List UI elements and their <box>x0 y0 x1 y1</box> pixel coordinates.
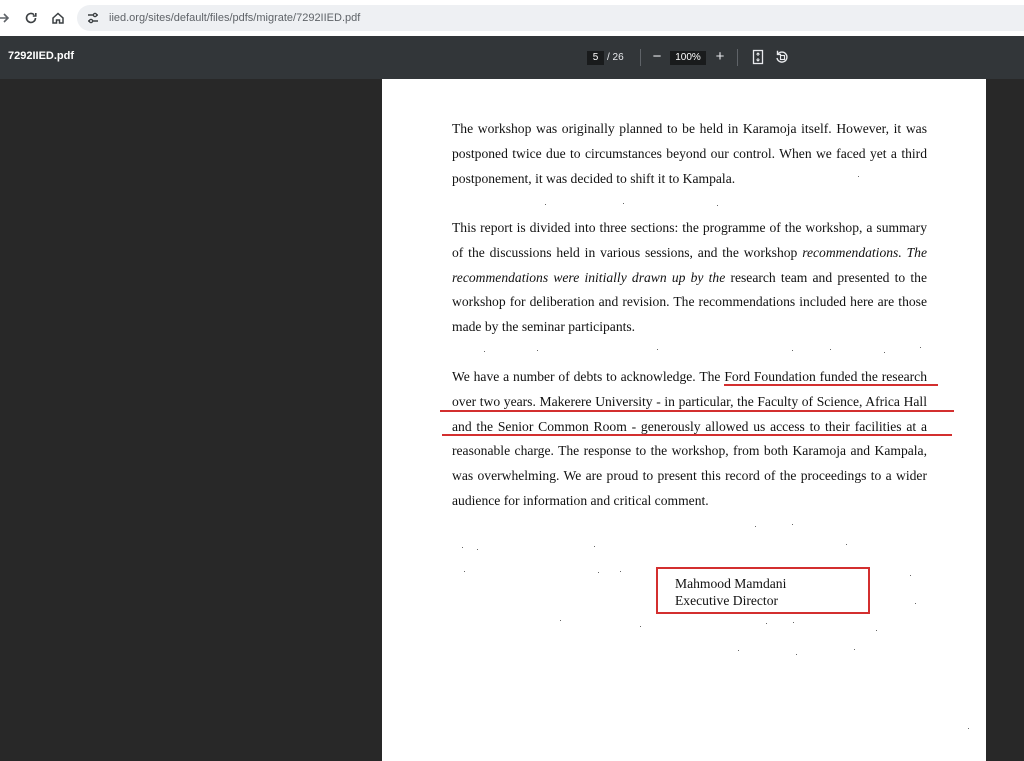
scan-speck <box>854 649 855 650</box>
scan-speck <box>830 349 831 350</box>
scan-speck <box>910 575 911 576</box>
zoom-out-button[interactable]: − <box>652 48 662 65</box>
pdf-viewer[interactable] <box>0 79 1024 761</box>
document-title: 7292IIED.pdf <box>8 50 75 62</box>
scan-speck <box>657 349 658 350</box>
scan-speck <box>545 204 546 205</box>
url-text: iied.org/sites/default/files/pdfs/migrate/7292IIED.pdf <box>109 12 361 24</box>
zoom-level-input[interactable]: 100% <box>670 51 706 65</box>
zoom-in-button[interactable]: + <box>715 48 725 65</box>
scan-speck <box>477 549 478 550</box>
scan-speck <box>537 350 538 351</box>
scan-speck <box>793 622 794 623</box>
reload-icon[interactable] <box>21 8 41 28</box>
scan-speck <box>623 203 624 204</box>
paragraph-intro: The workshop was originally planned to be held in Karamoja itself. However, it was postponed twice due to circumstances beyond our control. When we faced yet a third postponement, it was decided to shift it to Kampala. <box>452 121 927 186</box>
paragraph-sections-text-b: research team and presented to the workshop for deliberation and revision. The recommendations included here are those made by the seminar participants. <box>452 269 927 335</box>
paragraph-sections <box>452 216 927 340</box>
scan-speck <box>484 351 485 352</box>
scan-speck <box>792 524 793 525</box>
annotation-underline <box>440 410 954 412</box>
scan-speck <box>968 728 969 729</box>
address-bar[interactable] <box>77 5 1024 31</box>
scan-speck <box>915 603 916 604</box>
toolbar-divider <box>640 49 641 66</box>
fit-page-icon[interactable] <box>749 48 767 66</box>
scan-speck <box>796 654 797 655</box>
pdf-page <box>382 79 986 761</box>
forward-arrow-icon[interactable] <box>0 8 14 28</box>
scan-speck <box>598 572 599 573</box>
home-icon[interactable] <box>48 8 68 28</box>
scan-speck <box>884 352 885 353</box>
scan-speck <box>464 571 465 572</box>
scan-speck <box>876 630 877 631</box>
page-number-input[interactable]: 5 <box>587 51 604 65</box>
page-total: / 26 <box>607 52 624 63</box>
paragraph-sections-italic: recommendations. The recommendations were initially drawn up by the <box>452 244 927 285</box>
annotation-underline <box>724 384 938 386</box>
scan-speck <box>620 571 621 572</box>
scan-speck <box>560 620 561 621</box>
site-info-icon[interactable] <box>85 10 101 26</box>
scan-speck <box>920 347 921 348</box>
signature-name: Mahmood Mamdani <box>675 576 787 591</box>
scan-speck <box>766 623 767 624</box>
scan-speck <box>717 205 718 206</box>
paragraph-sections-text-a: This report is divided into three sections: the programme of the workshop, a summary of the discussions held in various sessions, and the workshop <box>452 220 927 260</box>
signature-title: Executive Director <box>675 593 779 608</box>
pdf-toolbar <box>0 36 1024 79</box>
scan-speck <box>462 547 463 548</box>
toolbar-divider <box>737 49 738 66</box>
annotation-underline <box>442 434 952 436</box>
scan-speck <box>738 650 739 651</box>
scan-speck <box>640 626 641 627</box>
scan-speck <box>846 544 847 545</box>
paragraph-acknowledgements: We have a number of debts to acknowledge. The Ford Foundation funded the research over two years. Makerere University - in particular, the Faculty of Science, Africa Hall and the Senior Common Room - generously allowed us access to their facilities at a reasonable charge. The response to the workshop, from both Karamoja and Kampala, was overwhelming. We are proud to present this record of the proceedings to a wider audience for information and critical comment. <box>452 369 927 508</box>
scan-speck <box>792 350 793 351</box>
scan-speck <box>594 546 595 547</box>
browser-toolbar <box>0 0 1024 36</box>
rotate-icon[interactable] <box>773 48 791 66</box>
scan-speck <box>755 526 756 527</box>
